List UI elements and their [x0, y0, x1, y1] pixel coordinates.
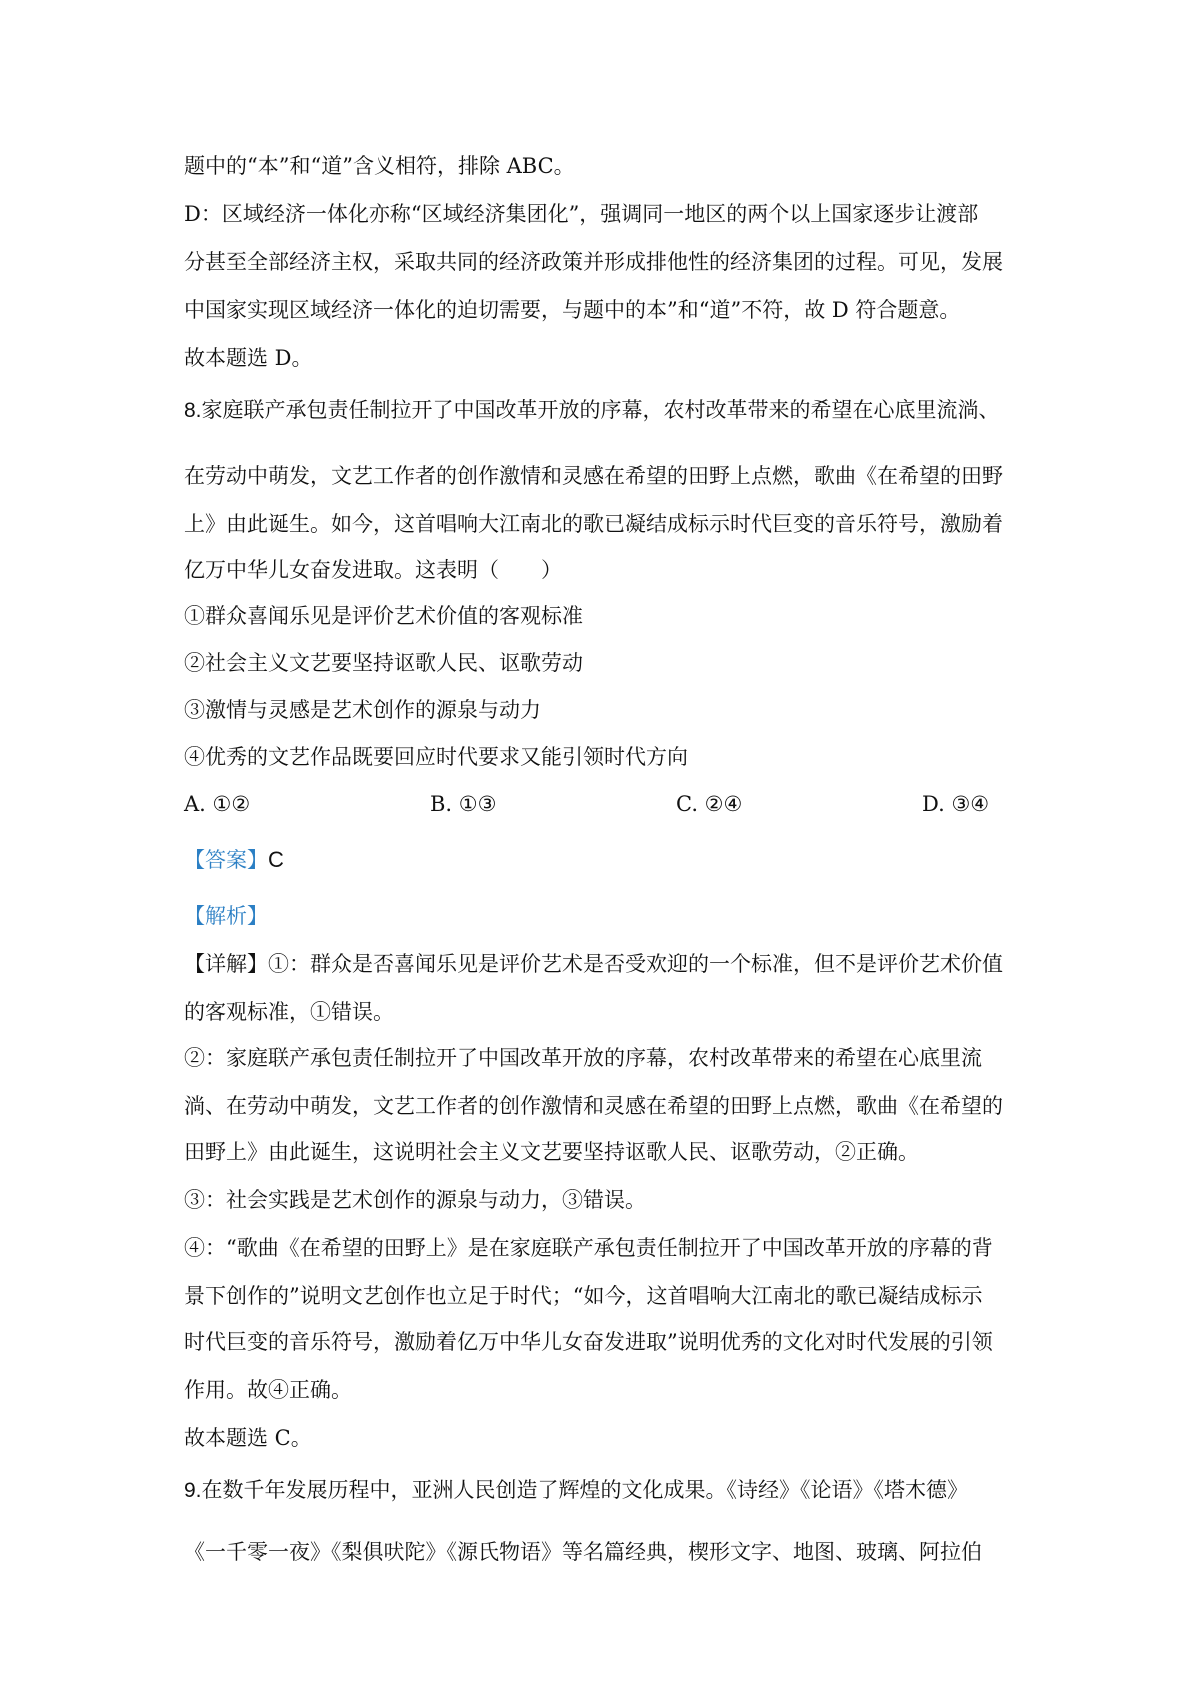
detail-line: 时代巨变的音乐符号，激励着亿万中华儿女奋发进取”说明优秀的文化对时代发展的引领	[184, 1330, 993, 1354]
explanation-line: 题中的“本”和“道”含义相符，排除 ABC。	[184, 154, 575, 178]
detail-line: 淌、在劳动中萌发，文艺工作者的创作激情和灵感在希望的田野上点燃，歌曲《在希望的	[184, 1094, 1003, 1118]
option-c: C. ②④	[676, 792, 743, 816]
detail-line	[184, 950, 1003, 978]
detail-line: ④：“歌曲《在希望的田野上》是在家庭联产承包责任制拉开了中国改革开放的序幕的背	[184, 1236, 993, 1260]
question-stem-text: 在数千年发展历程中，亚洲人民创造了辉煌的文化成果。《诗经》《论语》《塔木德》	[201, 1478, 969, 1502]
question-stem-line: 上》由此诞生。如今，这首唱响大江南北的歌已凝结成标示时代巨变的音乐符号，激励着	[184, 512, 1003, 536]
detail-line: ②：家庭联产承包责任制拉开了中国改革开放的序幕，农村改革带来的希望在心底里流	[184, 1046, 982, 1070]
explanation-line: 分甚至全部经济主权，采取共同的经济政策并形成排他性的经济集团的过程。可见，发展	[184, 250, 1003, 274]
detail-line: ③：社会实践是艺术创作的源泉与动力，③错误。	[184, 1188, 646, 1212]
option-d: D. ③④	[922, 792, 990, 816]
option-b: B. ①③	[430, 792, 497, 816]
answer-value: C	[268, 847, 284, 872]
question-number: 8.	[184, 399, 202, 422]
statement-1: ①群众喜闻乐见是评价艺术价值的客观标准	[184, 604, 583, 628]
statement-4: ④优秀的文艺作品既要回应时代要求又能引领时代方向	[184, 745, 688, 769]
explanation-line: 中国家实现区域经济一体化的迫切需要，与题中的本”和“道”不符，故 D 符合题意。	[184, 298, 961, 322]
question-9-stem	[184, 1476, 968, 1505]
question-number: 9.	[184, 1479, 202, 1502]
answer-line	[184, 846, 284, 874]
conclusion-line: 故本题选 C。	[184, 1426, 312, 1450]
question-stem-line: 《一千零一夜》《梨俱吠陀》《源氏物语》等名篇经典，楔形文字、地图、玻璃、阿拉伯	[184, 1540, 982, 1564]
statement-2: ②社会主义文艺要坚持讴歌人民、讴歌劳动	[184, 651, 583, 675]
question-stem-text: 家庭联产承包责任制拉开了中国改革开放的序幕，农村改革带来的希望在心底里流淌、	[201, 398, 1000, 422]
detail-line: 田野上》由此诞生，这说明社会主义文艺要坚持讴歌人民、讴歌劳动，②正确。	[184, 1140, 919, 1164]
detail-tag: 【详解】	[184, 952, 268, 976]
detail-line: 作用。故④正确。	[184, 1378, 352, 1402]
question-stem-line: 亿万中华儿女奋发进取。这表明（ ）	[184, 558, 562, 582]
detail-line: 景下创作的”说明文艺创作也立足于时代；“如今，这首唱响大江南北的歌已凝结成标示	[184, 1284, 983, 1308]
statement-3: ③激情与灵感是艺术创作的源泉与动力	[184, 698, 541, 722]
explanation-line: D：区域经济一体化亦称“区域经济集团化”，强调同一地区的两个以上国家逐步让渡部	[184, 202, 979, 226]
detail-text: ①：群众是否喜闻乐见是评价艺术是否受欢迎的一个标准，但不是评价艺术价值	[268, 952, 1003, 976]
question-8-stem	[184, 396, 1000, 425]
analysis-tag: 【解析】	[184, 904, 268, 928]
answer-tag: 【答案】	[184, 848, 268, 872]
detail-line: 的客观标准，①错误。	[184, 1000, 394, 1024]
conclusion-line: 故本题选 D。	[184, 346, 313, 370]
question-stem-line: 在劳动中萌发，文艺工作者的创作激情和灵感在希望的田野上点燃，歌曲《在希望的田野	[184, 464, 1003, 488]
option-a: A. ①②	[184, 792, 251, 816]
